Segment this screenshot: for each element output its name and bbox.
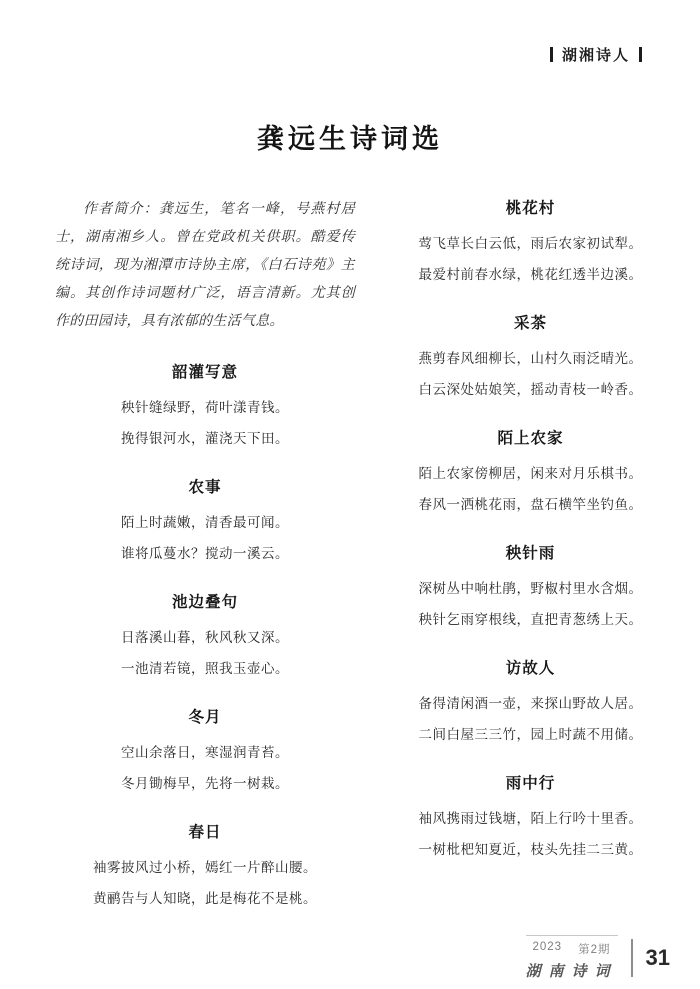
page-footer: [0, 935, 700, 981]
poem-line: 秧针缝绿野，荷叶漾青钱。: [121, 400, 289, 415]
poem-line: 陌上时蔬嫩，清香最可闻。: [121, 515, 289, 530]
poem: [55, 360, 355, 454]
poem-line: 深树丛中响杜鹃，野椒村里水含烟。: [418, 581, 643, 596]
poem: [55, 705, 355, 799]
issue-block: [526, 935, 618, 981]
poem-line: 黄鹂告与人知晓，此是梅花不是桃。: [93, 891, 317, 906]
poem-line: 白云深处姑娘笑，摇动青枝一岭香。: [418, 382, 643, 397]
page-header: [0, 44, 700, 67]
poem-line: 一树枇杷知夏近，枝头先挂二三黄。: [418, 842, 643, 857]
poem-line: 冬月锄梅早，先将一树栽。: [121, 776, 289, 791]
poem-line: 二间白屋三三竹，园上时蔬不用储。: [418, 727, 643, 742]
poem-line: 谁将瓜蔓水？搅动一溪云。: [121, 546, 289, 561]
issue-line: [526, 941, 618, 957]
poem-line: 挽得银河水，灌浇天下田。: [121, 431, 289, 446]
poem: [373, 541, 688, 635]
poem-line: 备得清闲酒一壶，来探山野故人居。: [418, 696, 643, 711]
poem: [55, 590, 355, 684]
section-label-text: 湖湘诗人: [561, 47, 630, 64]
poem: [55, 820, 355, 914]
poem-title: 春日: [188, 824, 222, 841]
section-label: [550, 44, 642, 65]
divider-bar-icon: [550, 47, 553, 62]
poem-line: 陌上农家傍柳居，闲来对月乐棋书。: [418, 466, 643, 481]
issue-number: 第2期: [578, 944, 611, 956]
poem-line: 空山余落日，寒湿润青苔。: [121, 745, 289, 760]
poem-line: 袖风携雨过钱塘，陌上行吟十里香。: [418, 811, 643, 826]
poem: [373, 311, 688, 405]
poem-line: 最爱村前春水绿，桃花红透半边溪。: [418, 267, 643, 282]
poem-title: 访故人: [505, 660, 556, 677]
content-columns: [0, 196, 700, 935]
poem: [373, 771, 688, 865]
author-intro: 作者简介：龚远生，笔名一峰，号燕村居士，湖南湘乡人。曾在党政机关供职。酷爱传统诗词，现为湘潭市诗协主席，《白石诗苑》主编。其创作诗词题材广泛，语言清新。尤其创作的田园诗，具有浓郁的生活气息。: [55, 202, 355, 329]
poem-line: 燕剪春风细柳长，山村久雨泛晴光。: [418, 351, 643, 366]
poem-line: 秧针乞雨穿根线，直把青葱绣上天。: [418, 612, 643, 627]
poem: [55, 475, 355, 569]
poem-line: 一池清若镜，照我玉壶心。: [121, 661, 289, 676]
poem-line: 春风一洒桃花雨，盘石横竿坐钓鱼。: [418, 497, 643, 512]
right-column: [373, 196, 688, 935]
poem-title: 冬月: [188, 709, 222, 726]
poem-title: 秧针雨: [505, 545, 556, 562]
poem: [373, 196, 688, 290]
footer-divider: [631, 939, 633, 977]
page-title: 龚远生诗词选: [257, 124, 443, 154]
page-number: 31: [645, 945, 670, 970]
poem-title: 池边叠句: [171, 594, 238, 611]
left-column: [55, 196, 355, 935]
poem-line: 日落溪山暮，秋风秋又深。: [121, 630, 289, 645]
poem-line: 袖雾披风过小桥，嫣红一片醉山腰。: [93, 860, 317, 875]
poem-title: 陌上农家: [497, 430, 564, 447]
divider-bar-icon: [639, 47, 642, 62]
poem: [373, 656, 688, 750]
journal-logo: 湖南诗词: [525, 964, 618, 980]
poem-title: 雨中行: [505, 775, 556, 792]
issue-year: 2023: [532, 941, 563, 953]
poem-title: 采茶: [513, 315, 547, 332]
poem-title: 桃花村: [505, 200, 556, 217]
poem: [373, 426, 688, 520]
poem-title: 农事: [188, 479, 222, 496]
poem-line: 莺飞草长白云低，雨后农家初试犁。: [418, 236, 643, 251]
poem-title: 韶灌写意: [171, 364, 238, 381]
